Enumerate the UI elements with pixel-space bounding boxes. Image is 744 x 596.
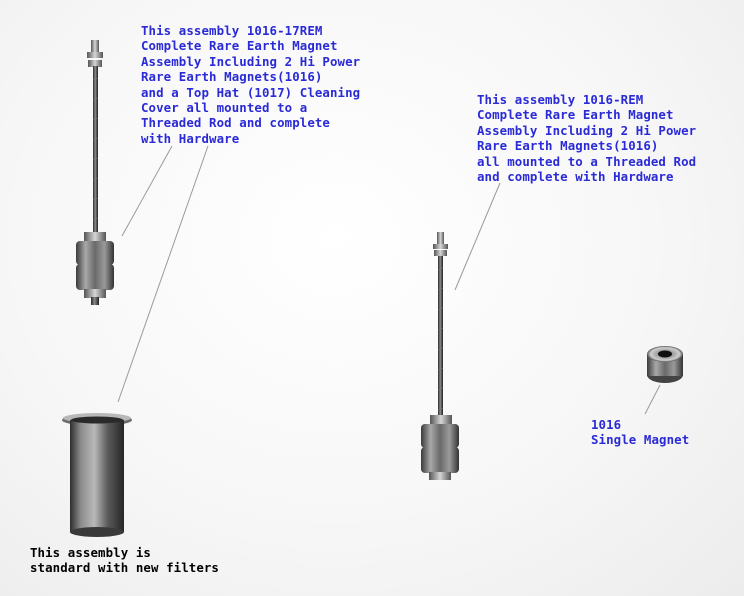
caption-single-magnet: 1016 Single Magnet [591, 417, 690, 448]
single-magnet [647, 346, 683, 383]
caption-standard-note: This assembly is standard with new filters [30, 545, 219, 576]
caption-assembly-1016-rem: This assembly 1016-REM Complete Rare Earth Magnet Assembly Including 2 Hi Power Rare Earth Magnets(1016) all mounted to a Threaded Rod and complete with Hardware [477, 92, 697, 185]
assembly-1016-17rem [76, 40, 114, 305]
caption-assembly-1016-17rem: This assembly 1016-17REM Complete Rare Earth Magnet Assembly Including 2 Hi Power Rare Earth Magnets(1016) and a Top Hat (1017) Cleaning Cover all mounted to a Threaded Rod and complete with Hardware [141, 23, 361, 146]
assembly-1016-rem [421, 232, 459, 480]
pointer-lines [118, 146, 660, 414]
top-hat-cleaning-cover [62, 413, 132, 537]
